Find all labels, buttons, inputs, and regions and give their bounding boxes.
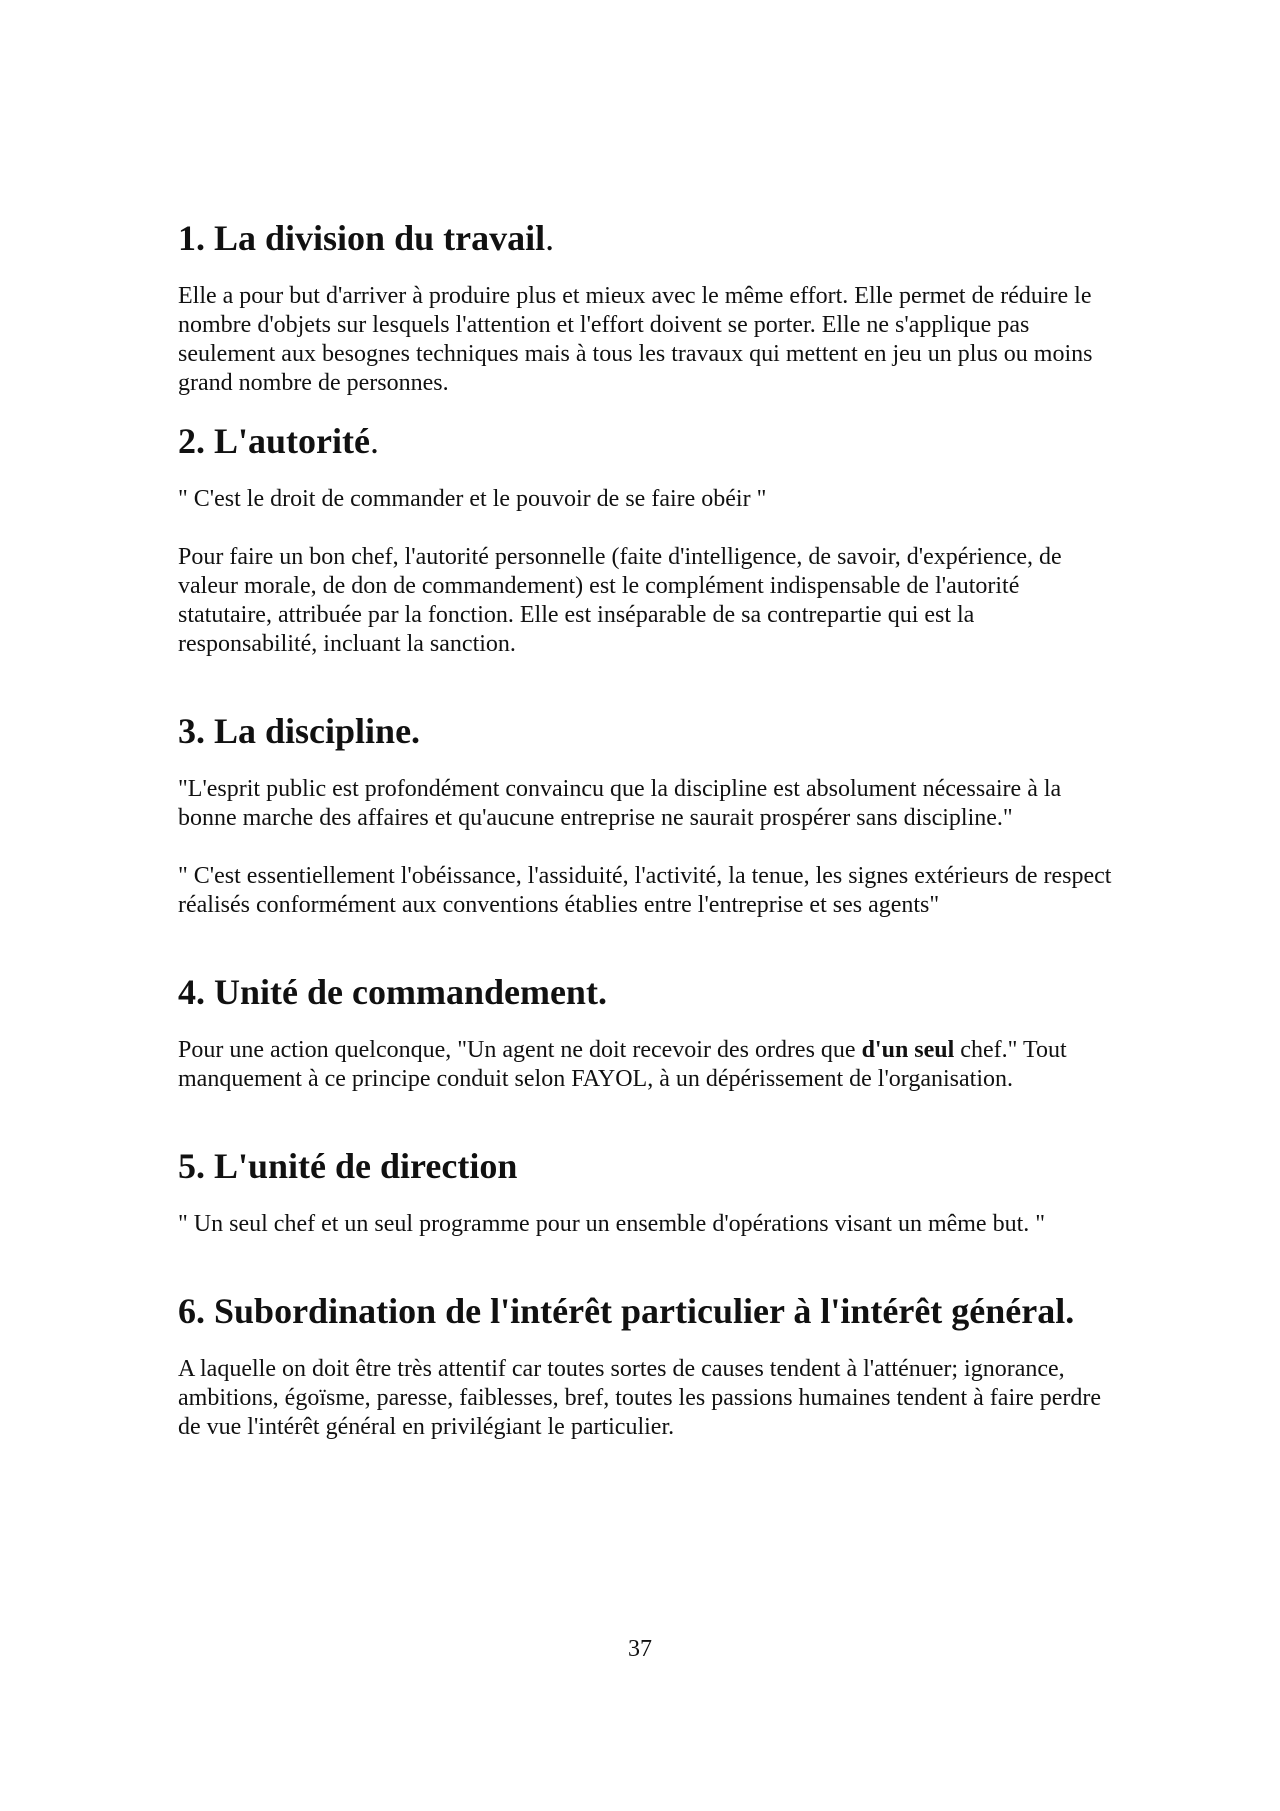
section-3-title: La discipline. — [214, 711, 421, 751]
section-3-paragraph-2: " C'est essentiellement l'obéissance, l'assiduité, l'activité, la tenue, les signes extérieurs de respect réalisés conformément aux conventions établies entre l'entreprise et ses agents" — [178, 863, 1112, 918]
section-4-number: 4. — [178, 972, 205, 1012]
page-number: 37 — [628, 1636, 652, 1662]
section-1-title: La division du travail — [214, 218, 546, 258]
section-1-heading — [178, 218, 1118, 258]
section-6-heading — [178, 1291, 1118, 1331]
section-2-paragraph-2: Pour faire un bon chef, l'autorité personnelle (faite d'intelligence, de savoir, d'expérience, de valeur morale, de don de commandement) est le complément indispensable de l'autorité statutaire, attribuée par la fonction. Elle est inséparable de sa contrepartie qui est la responsabilité, incluant la sanction. — [178, 544, 1062, 657]
section-3-paragraph-1: "L'esprit public est profondément convaincu que la discipline est absolument nécessaire à la bonne marche des affaires et qu'aucune entreprise ne saurait prospérer sans discipline." — [178, 776, 1062, 831]
section-1-number: 1. — [178, 218, 205, 258]
section-5-number: 5. — [178, 1146, 205, 1186]
section-3-number: 3. — [178, 711, 205, 751]
section-2-number: 2. — [178, 421, 205, 461]
section-6-number: 6. — [178, 1291, 205, 1331]
section-5-title: L'unité de direction — [214, 1146, 518, 1186]
section-2-title: L'autorité — [214, 421, 370, 461]
page-content — [178, 218, 1118, 1442]
section-4-title: Unité de commandement. — [214, 972, 607, 1012]
section-5-heading — [178, 1146, 1118, 1186]
section-3-heading — [178, 711, 1118, 751]
section-5-paragraph-1: " Un seul chef et un seul programme pour un ensemble d'opérations visant un même but. " — [178, 1211, 1046, 1237]
section-2-heading — [178, 421, 1118, 461]
section-4-text-before: Pour une action quelconque, "Un agent ne doit recevoir des ordres que — [178, 1037, 862, 1063]
section-4-text-after: chef." Tout manquement à ce principe conduit selon FAYOL, à un dépérissement de l'organisation. — [178, 1037, 1067, 1092]
section-6-title: Subordination de l'intérêt particulier à l'intérêt général. — [214, 1291, 1075, 1331]
section-4-paragraph-1 — [178, 1036, 1118, 1094]
section-1-paragraph-1: Elle a pour but d'arriver à produire plus et mieux avec le même effort. Elle permet de réduire le nombre d'objets sur lesquels l'attention et l'effort doivent se porter. Elle ne s'applique pas seulement aux besognes techniques mais à tous les travaux qui mettent en jeu un plus ou moins grand nombre de personnes. — [178, 283, 1093, 396]
section-4-emphasis: d'un seul — [861, 1037, 955, 1063]
section-6-paragraph-1: A laquelle on doit être très attentif car toutes sortes de causes tendent à l'atténuer; ignorance, ambitions, égoïsme, paresse, faiblesses, bref, toutes les passions humaines tendent à faire perdre de vue l'intérêt général en privilégiant le particulier. — [178, 1356, 1102, 1440]
section-4-heading — [178, 972, 1118, 1012]
section-2-title-suffix: . — [369, 421, 379, 461]
section-1-title-suffix: . — [545, 218, 555, 258]
section-2-paragraph-1: " C'est le droit de commander et le pouvoir de se faire obéir " — [178, 486, 767, 512]
